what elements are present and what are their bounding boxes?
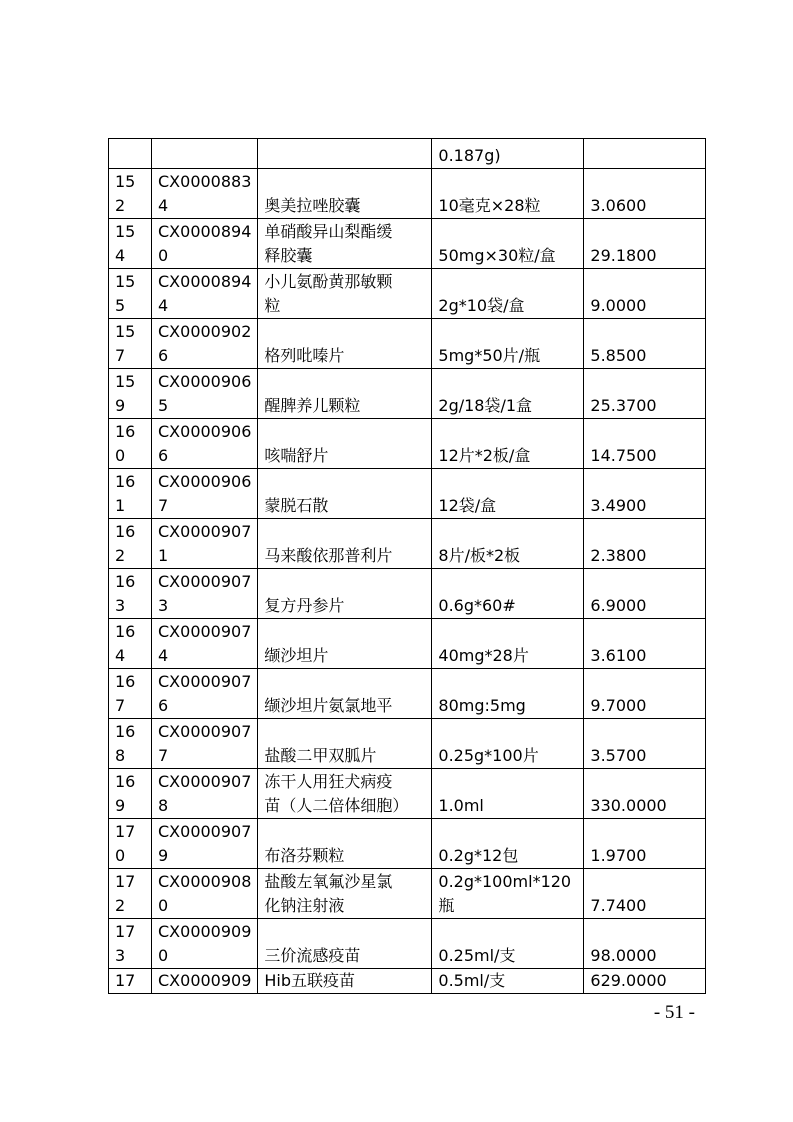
cell-serial-number (109, 719, 152, 769)
cell-drug-name (258, 469, 432, 519)
table-row (109, 169, 706, 219)
cell-drug-name (258, 719, 432, 769)
cell-price (584, 169, 706, 219)
cell-text-line: 3 (158, 596, 169, 615)
cell-drug-code (152, 919, 258, 969)
cell-price (584, 419, 706, 469)
cell-text-line: 格列吡嗪片 (264, 346, 345, 365)
cell-specification (432, 619, 584, 669)
cell-text-line: 16 (115, 672, 136, 691)
cell-text-line: 小儿氨酚黄那敏颗 (264, 272, 393, 291)
cell-text-line: 盐酸二甲双胍片 (264, 746, 377, 765)
table-row (109, 619, 706, 669)
cell-text-line: CX0000909 (158, 922, 252, 941)
cell-specification (432, 919, 584, 969)
table-row (109, 669, 706, 719)
cell-drug-code (152, 669, 258, 719)
cell-specification (432, 369, 584, 419)
cell-specification (432, 969, 584, 994)
cell-text-line: 三价流感疫苗 (264, 946, 361, 965)
cell-price (584, 619, 706, 669)
cell-text-line: 4 (158, 196, 169, 215)
cell-text-line: 16 (115, 772, 136, 791)
table-row (109, 919, 706, 969)
table-row (109, 769, 706, 819)
cell-text-line: 2 (115, 196, 126, 215)
cell-text-line: 0.2g*12包 (438, 846, 519, 865)
cell-text-line: 12袋/盒 (438, 496, 497, 515)
cell-specification (432, 469, 584, 519)
cell-serial-number (109, 419, 152, 469)
cell-text-line: 苗（人二倍体细胞） (264, 796, 409, 815)
cell-text-line: CX0000907 (158, 722, 252, 741)
cell-drug-name (258, 819, 432, 869)
cell-text-line: 0 (158, 946, 169, 965)
table-row (109, 419, 706, 469)
cell-text-line: 4 (158, 296, 169, 315)
cell-price (584, 269, 706, 319)
cell-price (584, 469, 706, 519)
cell-text-line: 奥美拉唑胶囊 (264, 196, 361, 215)
cell-serial-number (109, 769, 152, 819)
cell-price (584, 919, 706, 969)
cell-drug-code (152, 369, 258, 419)
cell-serial-number (109, 869, 152, 919)
cell-specification (432, 719, 584, 769)
cell-text-line: 16 (115, 622, 136, 641)
cell-drug-name (258, 619, 432, 669)
cell-specification (432, 669, 584, 719)
cell-drug-code (152, 419, 258, 469)
cell-serial-number (109, 519, 152, 569)
cell-text-line: 4 (115, 246, 126, 265)
cell-text-line: 98.0000 (590, 946, 657, 965)
cell-serial-number (109, 669, 152, 719)
cell-drug-name (258, 969, 432, 994)
cell-drug-name (258, 769, 432, 819)
cell-price (584, 519, 706, 569)
cell-price (584, 669, 706, 719)
table-row (109, 519, 706, 569)
cell-text-line: CX0000906 (158, 422, 252, 441)
cell-text-line: 17 (115, 922, 136, 941)
cell-drug-code (152, 269, 258, 319)
cell-text-line: 0 (115, 446, 126, 465)
cell-text-line: 9 (158, 846, 169, 865)
cell-text-line: 2 (115, 896, 126, 915)
cell-text-line: 1 (158, 546, 169, 565)
cell-price (584, 719, 706, 769)
cell-text-line: CX0000906 (158, 372, 252, 391)
cell-text-line: 2.3800 (590, 546, 647, 565)
cell-text-line: 12片*2板/盒 (438, 446, 531, 465)
cell-drug-name (258, 269, 432, 319)
cell-text-line (264, 144, 425, 168)
cell-drug-code (152, 139, 258, 169)
cell-price (584, 219, 706, 269)
cell-drug-code (152, 819, 258, 869)
cell-text-line: 330.0000 (590, 796, 667, 815)
cell-serial-number (109, 319, 152, 369)
cell-text-line: 15 (115, 372, 136, 391)
cell-text-line: 8片/板*2板 (438, 546, 521, 565)
cell-text-line: 15 (115, 222, 136, 241)
cell-price (584, 769, 706, 819)
cell-text-line: 0.187g) (438, 146, 501, 165)
cell-drug-code (152, 869, 258, 919)
cell-drug-name (258, 869, 432, 919)
cell-specification (432, 769, 584, 819)
cell-text-line: 2g/18袋/1盒 (438, 396, 533, 415)
cell-serial-number (109, 919, 152, 969)
cell-text-line: 6.9000 (590, 596, 647, 615)
table-row (109, 219, 706, 269)
cell-text-line: 16 (115, 572, 136, 591)
cell-text-line: 9.7000 (590, 696, 647, 715)
cell-text-line: 16 (115, 472, 136, 491)
cell-text-line: CX0000909 (158, 971, 252, 990)
cell-text-line: CX0000907 (158, 572, 252, 591)
cell-text-line: 16 (115, 422, 136, 441)
cell-text-line: 7 (115, 696, 126, 715)
cell-text-line: 1.9700 (590, 846, 647, 865)
cell-drug-code (152, 469, 258, 519)
cell-serial-number (109, 219, 152, 269)
cell-text-line: 9 (115, 396, 126, 415)
cell-text-line: 9 (115, 796, 126, 815)
cell-specification (432, 569, 584, 619)
cell-drug-code (152, 319, 258, 369)
cell-text-line: 冻干人用狂犬病疫 (264, 772, 393, 791)
table-body (109, 139, 706, 994)
cell-text-line: 629.0000 (590, 971, 667, 990)
cell-drug-name (258, 419, 432, 469)
cell-text-line: 4 (115, 646, 126, 665)
cell-text-line: 80mg:5mg (438, 696, 526, 715)
cell-text-line: 0 (158, 896, 169, 915)
cell-text-line: 醒脾养儿颗粒 (264, 396, 361, 415)
cell-text-line: CX0000894 (158, 222, 252, 241)
cell-drug-code (152, 719, 258, 769)
cell-specification (432, 269, 584, 319)
cell-price (584, 819, 706, 869)
cell-text-line: 6 (158, 696, 169, 715)
cell-drug-name (258, 369, 432, 419)
cell-text-line: 5 (158, 396, 169, 415)
cell-specification (432, 169, 584, 219)
cell-text-line: 17 (115, 872, 136, 891)
cell-drug-name (258, 919, 432, 969)
table-row (109, 719, 706, 769)
cell-drug-name (258, 519, 432, 569)
cell-drug-name (258, 669, 432, 719)
cell-drug-name (258, 569, 432, 619)
cell-text-line: 15 (115, 172, 136, 191)
cell-price (584, 869, 706, 919)
cell-text-line: 瓶 (438, 896, 455, 915)
cell-drug-name (258, 139, 432, 169)
cell-text-line: 14.7500 (590, 446, 657, 465)
cell-specification (432, 219, 584, 269)
cell-specification (432, 139, 584, 169)
cell-text-line (115, 144, 145, 168)
cell-text-line: CX0000908 (158, 872, 252, 891)
table-row (109, 139, 706, 169)
cell-text-line: 3.0600 (590, 196, 647, 215)
table-row (109, 869, 706, 919)
cell-drug-name (258, 169, 432, 219)
table-row (109, 969, 706, 994)
cell-text-line: 3 (115, 946, 126, 965)
drug-price-table (108, 138, 706, 994)
cell-text-line: 布洛芬颗粒 (264, 846, 345, 865)
cell-text-line: 5.8500 (590, 346, 647, 365)
cell-drug-code (152, 969, 258, 994)
cell-text-line: 0.25ml/支 (438, 946, 516, 965)
cell-text-line: 马来酸依那普利片 (264, 546, 393, 565)
cell-text-line: 0.25g*100片 (438, 746, 539, 765)
cell-text-line: 3 (115, 596, 126, 615)
cell-serial-number (109, 139, 152, 169)
cell-text-line (158, 144, 251, 168)
cell-text-line: 6 (158, 346, 169, 365)
cell-text-line: 7 (115, 346, 126, 365)
cell-text-line: 9.0000 (590, 296, 647, 315)
cell-text-line: 1.0ml (438, 796, 484, 815)
cell-text-line: 缬沙坦片 (264, 646, 329, 665)
cell-specification (432, 419, 584, 469)
cell-price (584, 319, 706, 369)
cell-text-line: 8 (158, 796, 169, 815)
cell-price (584, 569, 706, 619)
cell-serial-number (109, 819, 152, 869)
cell-text-line: 25.3700 (590, 396, 657, 415)
table-row (109, 319, 706, 369)
cell-text-line: 化钠注射液 (264, 896, 345, 915)
cell-text-line: 1 (115, 496, 126, 515)
table-row (109, 569, 706, 619)
cell-price (584, 969, 706, 994)
cell-text-line: 3.4900 (590, 496, 647, 515)
cell-text-line: 4 (158, 646, 169, 665)
cell-text-line: 2 (115, 546, 126, 565)
cell-text-line: 50mg×30粒/盒 (438, 246, 556, 265)
cell-text-line: 16 (115, 722, 136, 741)
cell-text-line: 10毫克×28粒 (438, 196, 541, 215)
cell-text-line: CX0000906 (158, 472, 252, 491)
cell-text-line: 0.6g*60# (438, 596, 516, 615)
cell-text-line: 释胶囊 (264, 246, 313, 265)
cell-drug-code (152, 519, 258, 569)
cell-text-line: 蒙脱石散 (264, 496, 329, 515)
cell-text-line: 0 (115, 846, 126, 865)
cell-text-line (590, 144, 699, 168)
cell-text-line: 7.7400 (590, 896, 647, 915)
table-row (109, 269, 706, 319)
cell-text-line: CX0000907 (158, 822, 252, 841)
table-row (109, 819, 706, 869)
cell-text-line: 0 (158, 246, 169, 265)
cell-specification (432, 319, 584, 369)
cell-text-line: 单硝酸异山梨酯缓 (264, 222, 393, 241)
cell-specification (432, 819, 584, 869)
cell-text-line: 40mg*28片 (438, 646, 529, 665)
cell-text-line: 粒 (264, 296, 281, 315)
cell-text-line: CX0000907 (158, 672, 252, 691)
cell-text-line: 15 (115, 322, 136, 341)
cell-serial-number (109, 269, 152, 319)
page-number: - 51 - (653, 1002, 695, 1023)
cell-serial-number (109, 169, 152, 219)
table-row (109, 369, 706, 419)
cell-drug-code (152, 169, 258, 219)
cell-text-line: CX0000894 (158, 272, 252, 291)
cell-drug-name (258, 219, 432, 269)
cell-drug-code (152, 219, 258, 269)
cell-text-line: 7 (158, 496, 169, 515)
cell-text-line: 7 (158, 746, 169, 765)
cell-serial-number (109, 469, 152, 519)
cell-serial-number (109, 619, 152, 669)
cell-specification (432, 869, 584, 919)
cell-text-line: CX0000883 (158, 172, 252, 191)
cell-text-line: 6 (158, 446, 169, 465)
cell-text-line: 29.1800 (590, 246, 657, 265)
cell-text-line: 0.5ml/支 (438, 971, 506, 990)
cell-text-line: 17 (115, 971, 136, 990)
cell-price (584, 369, 706, 419)
cell-text-line: CX0000902 (158, 322, 252, 341)
cell-specification (432, 519, 584, 569)
table-row (109, 469, 706, 519)
cell-text-line: Hib五联疫苗 (264, 971, 356, 990)
cell-text-line: CX0000907 (158, 772, 252, 791)
cell-text-line: 复方丹参片 (264, 596, 345, 615)
cell-text-line: 3.5700 (590, 746, 647, 765)
cell-serial-number (109, 569, 152, 619)
cell-text-line: CX0000907 (158, 522, 252, 541)
cell-serial-number (109, 969, 152, 994)
cell-price (584, 139, 706, 169)
cell-text-line: 8 (115, 746, 126, 765)
cell-drug-code (152, 769, 258, 819)
cell-text-line: 16 (115, 522, 136, 541)
cell-text-line: 0.2g*100ml*120 (438, 872, 572, 891)
cell-text-line: 5 (115, 296, 126, 315)
cell-text-line: 5mg*50片/瓶 (438, 346, 541, 365)
cell-text-line: 3.6100 (590, 646, 647, 665)
cell-text-line: CX0000907 (158, 622, 252, 641)
cell-text-line: 17 (115, 822, 136, 841)
cell-drug-code (152, 569, 258, 619)
cell-drug-name (258, 319, 432, 369)
cell-text-line: 2g*10袋/盒 (438, 296, 525, 315)
cell-text-line: 15 (115, 272, 136, 291)
cell-text-line: 咳喘舒片 (264, 446, 329, 465)
cell-text-line: 缬沙坦片氨氯地平 (264, 696, 393, 715)
cell-text-line: 盐酸左氧氟沙星氯 (264, 872, 393, 891)
cell-drug-code (152, 619, 258, 669)
cell-serial-number (109, 369, 152, 419)
